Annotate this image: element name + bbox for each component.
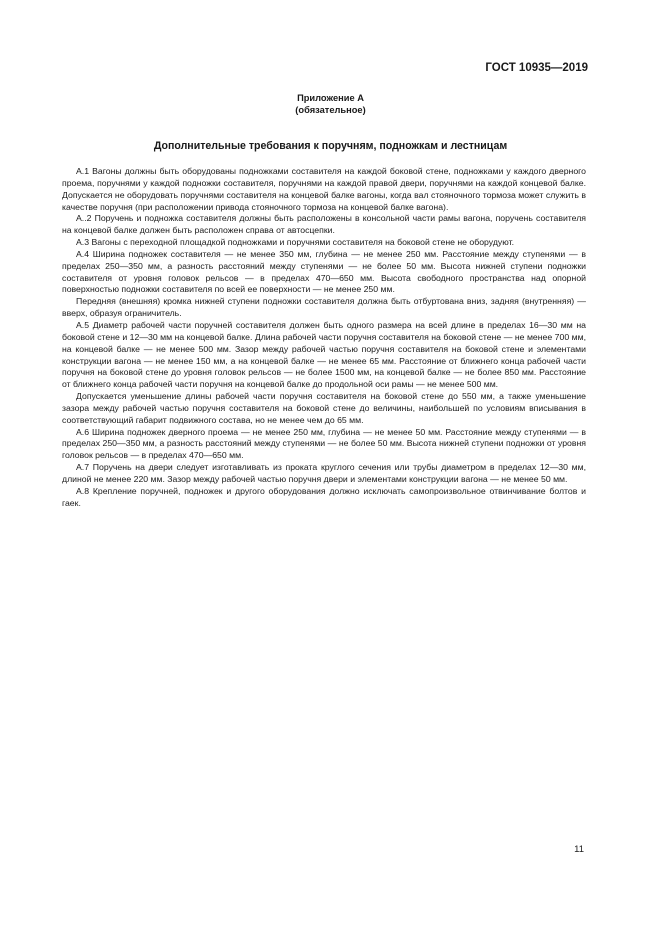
document-body — [62, 166, 586, 509]
paragraph: А.5 Диаметр рабочей части поручней составителя должен быть одного размера на всей длине в пределах 16—30 мм на боковой стене и 12—30 мм на концевой балке. Длина рабочей части поручня составителя на боковой стене — не менее 700 мм, на концевой балке — не менее 500 мм. Зазор между рабочей частью поручня составителя на боковой стене и элементами конструкции вагона — не менее 150 мм, а на концевой балке — не менее 65 мм. Расстояние от ближнего конца рабочей части поручня на боковой стене до уровня головок рельсов — не более 1500 мм, на концевой балке — не более 850 мм. Расстояние от ближнего конца рабочей части поручня на концевой балке до продольной оси рамы — не менее 500 мм. — [62, 319, 586, 390]
document-designation: ГОСТ 10935—2019 — [485, 62, 588, 74]
appendix-heading — [0, 92, 661, 116]
paragraph: А.3 Вагоны с переходной площадкой подножками и поручнями составителя на боковой стене не оборудуют. — [76, 237, 515, 248]
page-number: 11 — [574, 844, 584, 855]
section-title: Дополнительные требования к поручням, подножкам и лестницам — [153, 140, 508, 152]
paragraph: А.1 Вагоны должны быть оборудованы подножками составителя на каждой боковой стене, подножками у каждого дверного проема, поручнями у каждой подножки составителя, поручнями на каждой правой двери, поручнями на каждой концевой балке. Допускается не оборудовать поручнями составителя на концевой балке вагоны, когда вал стояночного тормоза может служить в качестве поручня (при расположении привода стояночного тормоза на концевой балке вагона). — [62, 166, 586, 212]
paragraph: А.4 Ширина подножек составителя — не менее 350 мм, глубина — не менее 250 мм. Расстояние между ступенями — в пределах 250—350 мм, а разность расстояний между ступенями — не более 50 мм. Высота нижней ступени подножки составителя от уровня головок рельсов — в пределах 470—650 мм. Высота свободного пространства над опорной поверхностью подножки составителя по всей ее поверхности — не менее 250 мм. — [62, 248, 586, 295]
paragraph: А.6 Ширина подножек дверного проема — не менее 250 мм, глубина — не менее 50 мм. Расстояние между ступенями — в пределах 250—350 мм, а разность расстояний между ступенями — не более 50 мм. Высота нижней ступени подножки от уровня головок рельсов — в пределах 470—650 мм. — [62, 426, 586, 461]
paragraph: А.7 Поручень на двери следует изготавливать из проката круглого сечения или трубы диаметром в пределах 12—30 мм, длиной не менее 220 мм. Зазор между рабочей частью поручня двери и элементами конструкции вагона — не менее 50 мм. — [62, 462, 586, 484]
paragraph: А.8 Крепление поручней, подножек и другого оборудования должно исключать самопроизвольное отвинчивание болтов и гаек. — [62, 485, 586, 508]
paragraph: Допускается уменьшение длины рабочей части поручня составителя на боковой стене до 550 мм, а также уменьшение зазора между рабочей частью поручня составителя на боковой стене до величины, наибольшей по условиям вписывания в соответствующий габарит подвижного состава, но не менее чем до 65 мм. — [62, 391, 586, 425]
paragraph: А..2 Поручень и подножка составителя должны быть расположены в консольной части рамы вагона, поручень составителя на концевой балке должен быть расположен справа от автосцепки. — [62, 213, 586, 236]
appendix-status: (обязательное) — [295, 105, 366, 115]
appendix-title: Приложение А — [297, 93, 364, 103]
paragraph: Передняя (внешняя) кромка нижней ступени подножки составителя должна быть отбуртована вниз, задняя (внутренняя) — вверх, образуя ограничитель. — [62, 296, 586, 319]
